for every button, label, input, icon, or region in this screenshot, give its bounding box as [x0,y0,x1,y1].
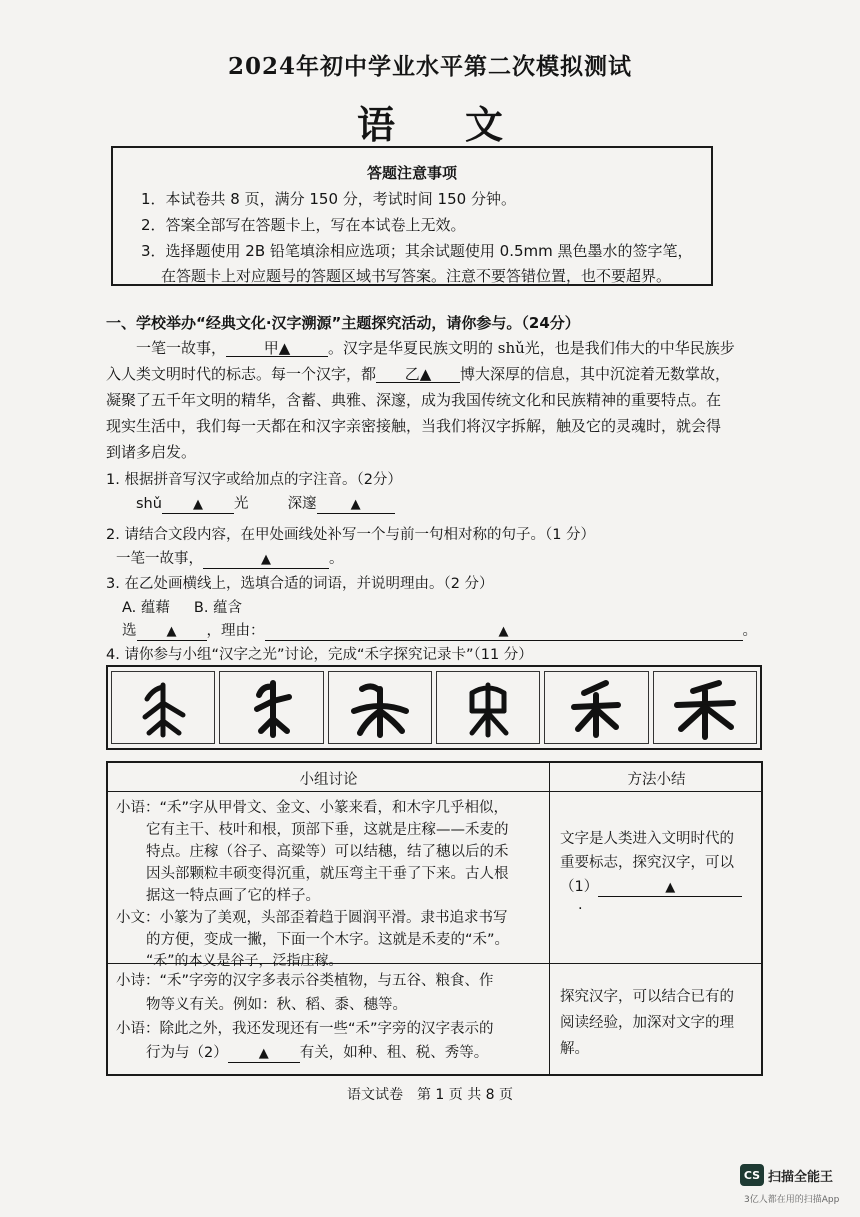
summary-line [560,875,742,897]
summary-line: 阅读经验，加深对文字的理 [560,1015,734,1031]
answer-blank[interactable] [228,1045,300,1063]
answer-blank[interactable] [265,623,743,641]
answer-mark: ▲ [192,497,203,512]
answer-mark: ▲ [261,552,271,567]
glyph-cell [219,671,323,744]
glyph-cell [653,671,757,744]
answer-prefix: ，理由： [206,623,265,639]
discussion-line: “禾”的本义是谷子，泛指庄稼。 [146,953,343,969]
discussion-line: 小文：小篆为了美观，头部歪着趋于圆润平滑。隶书追求书写 [116,910,508,926]
passage-line: 凝聚了五千年文明的精华，含蓄、典雅、深邃，成为我国传统文化和民族精神的重要特点。在 [106,391,722,409]
blank-jia: 甲▲ [226,340,328,357]
answer-mark: ▲ [258,1046,269,1061]
answer-prefix: 选 [122,623,137,639]
discussion-line: 物等义有关。例如：秋、稻、黍、穗等。 [146,997,407,1013]
answer-blank[interactable] [162,496,234,514]
question-4: 4. 请你参与小组“汉字之光”讨论，完成“禾字探究记录卡”（11 分） [106,647,533,663]
clerical-he-icon [556,675,636,741]
discussion-line [146,1041,488,1063]
seal-variant-he-icon [448,675,528,741]
glyph-cell [544,671,648,744]
answer-prefix: 一笔一故事， [116,551,203,567]
blank-yi: 乙▲ [376,366,460,383]
character-evolution-strip [106,665,762,750]
summary-line: 探究汉字，可以结合已有的 [560,989,734,1005]
glyph-cell [328,671,432,744]
glyph-cell [111,671,215,744]
notice-item: 3．选择题使用 2B 铅笔填涂相应选项；其余试题使用 0.5mm 黑色墨水的签字笔， [141,242,693,260]
option-a: A. 蕴藉 [122,600,170,616]
option-b: B. 蕴含 [193,600,243,616]
passage-text: 。汉字是华夏民族文明的 shǔ光，也是我们伟大的中华民族步 [328,339,735,357]
answer-mark: ▲ [498,624,509,639]
notice-box [111,146,713,286]
section-heading: 一、学校举办“经典文化·汉字溯源”主题探究活动，请你参与。（24分） [106,314,580,332]
question-1-items [136,492,395,514]
pinyin: shǔ [136,496,162,512]
glyph-cell [436,671,540,744]
passage-line: 到诸多启发。 [106,443,197,461]
summary-line: 文字是人类进入文明时代的 [560,831,734,847]
notice-item: 1．本试卷共 8 页，满分 150 分，考试时间 150 分钟。 [141,190,516,208]
question-3-answer [122,619,757,641]
answer-blank[interactable] [203,551,329,569]
discussion-line: 小诗：“禾”字旁的汉字多表示谷类植物，与五谷、粮食、作 [116,973,494,989]
discussion-line: 小语：“禾”字从甲骨文、金文、小篆来看，和木字几乎相似， [116,800,509,816]
word-deepsui: 深邃 [287,496,317,512]
question-3: 3. 在乙处画横线上，选填合适的词语，并说明理由。（2 分） [106,576,494,592]
passage-line [106,361,758,387]
answer-mark: ▲ [665,880,676,895]
passage-line [106,335,758,361]
oracle-bone-he-icon [123,675,203,741]
answer-suffix: 光 [233,496,249,512]
discussion-line: 据这一特点画了它的样子。 [146,888,320,904]
passage-text: 一笔一故事， [136,339,227,357]
subject-title: 语文 [356,102,573,147]
blank-number: （1） [560,879,599,895]
answer-blank[interactable] [317,496,395,514]
scanner-watermark [740,1164,833,1186]
discussion-text: 有关，如种、租、税、秀等。 [299,1045,489,1061]
answer-mark: ▲ [350,497,361,512]
watermark-subtitle: 3亿人都在用的扫描App [744,1195,840,1205]
notice-item: 在答题卡上对应题号的答题区域书写答案。注意不要答错位置，也不要超界。 [161,267,672,285]
blank-number: 行为与（2） [146,1045,228,1061]
discussion-line: 因头部颗粒丰硕变得沉重，就压弯主干垂了下来。古人根 [146,866,509,882]
answer-suffix: 。 [742,623,757,639]
watermark-name: 扫描全能王 [768,1169,834,1185]
summary-dot: . [578,897,583,913]
bronze-he-icon [231,675,311,741]
passage-text: 入人类文明时代的标志。每一个汉字，都 [106,365,377,383]
answer-blank[interactable] [137,623,207,641]
discussion-line: 小语：除此之外，我还发现还有一些“禾”字旁的汉字表示的 [116,1021,494,1037]
summary-line: 重要标志，探究汉字，可以 [560,855,734,871]
notice-item: 2．答案全部写在答题卡上，写在本试卷上无效。 [141,216,466,234]
exam-title: 2024年初中学业水平第二次模拟测试 [227,53,632,80]
seal-he-icon [340,675,420,741]
he-research-card [106,761,763,1076]
answer-mark: ▲ [166,624,177,639]
question-3-options [122,596,242,617]
question-2-line [116,547,344,569]
discussion-line: 它有主干、枝叶和根，顶部下垂，这就是庄稼——禾麦的 [146,822,509,838]
question-1: 1. 根据拼音写汉字或给加点的字注音。（2分） [106,472,402,488]
column-header-discussion: 小组讨论 [299,772,358,788]
camscanner-logo-icon: CS [740,1164,764,1186]
answer-blank[interactable] [598,879,742,897]
passage-line: 现实生活中，我们每一天都在和汉字亲密接触，当我们将汉字拆解，触及它的灵魂时，就会得 [106,417,722,435]
regular-he-icon [665,675,745,741]
summary-line: 解。 [560,1041,589,1057]
column-header-summary: 方法小结 [627,772,686,788]
passage-text: 博大深厚的信息，其中沉淀着无数掌故， [460,365,731,383]
discussion-line: 的方便，变成一撇，下面一个木字。这就是禾麦的“禾”。 [146,932,510,948]
notice-title: 答题注意事项 [366,164,457,182]
discussion-line: 特点。庄稼（谷子、高粱等）可以结穗，结了穗以后的禾 [146,844,509,860]
answer-suffix: 。 [329,551,344,567]
page-footer: 语文试卷 第 1 页 共 8 页 [346,1087,514,1103]
question-2: 2. 请结合文段内容，在甲处画线处补写一个与前一句相对称的句子。（1 分） [106,527,596,543]
